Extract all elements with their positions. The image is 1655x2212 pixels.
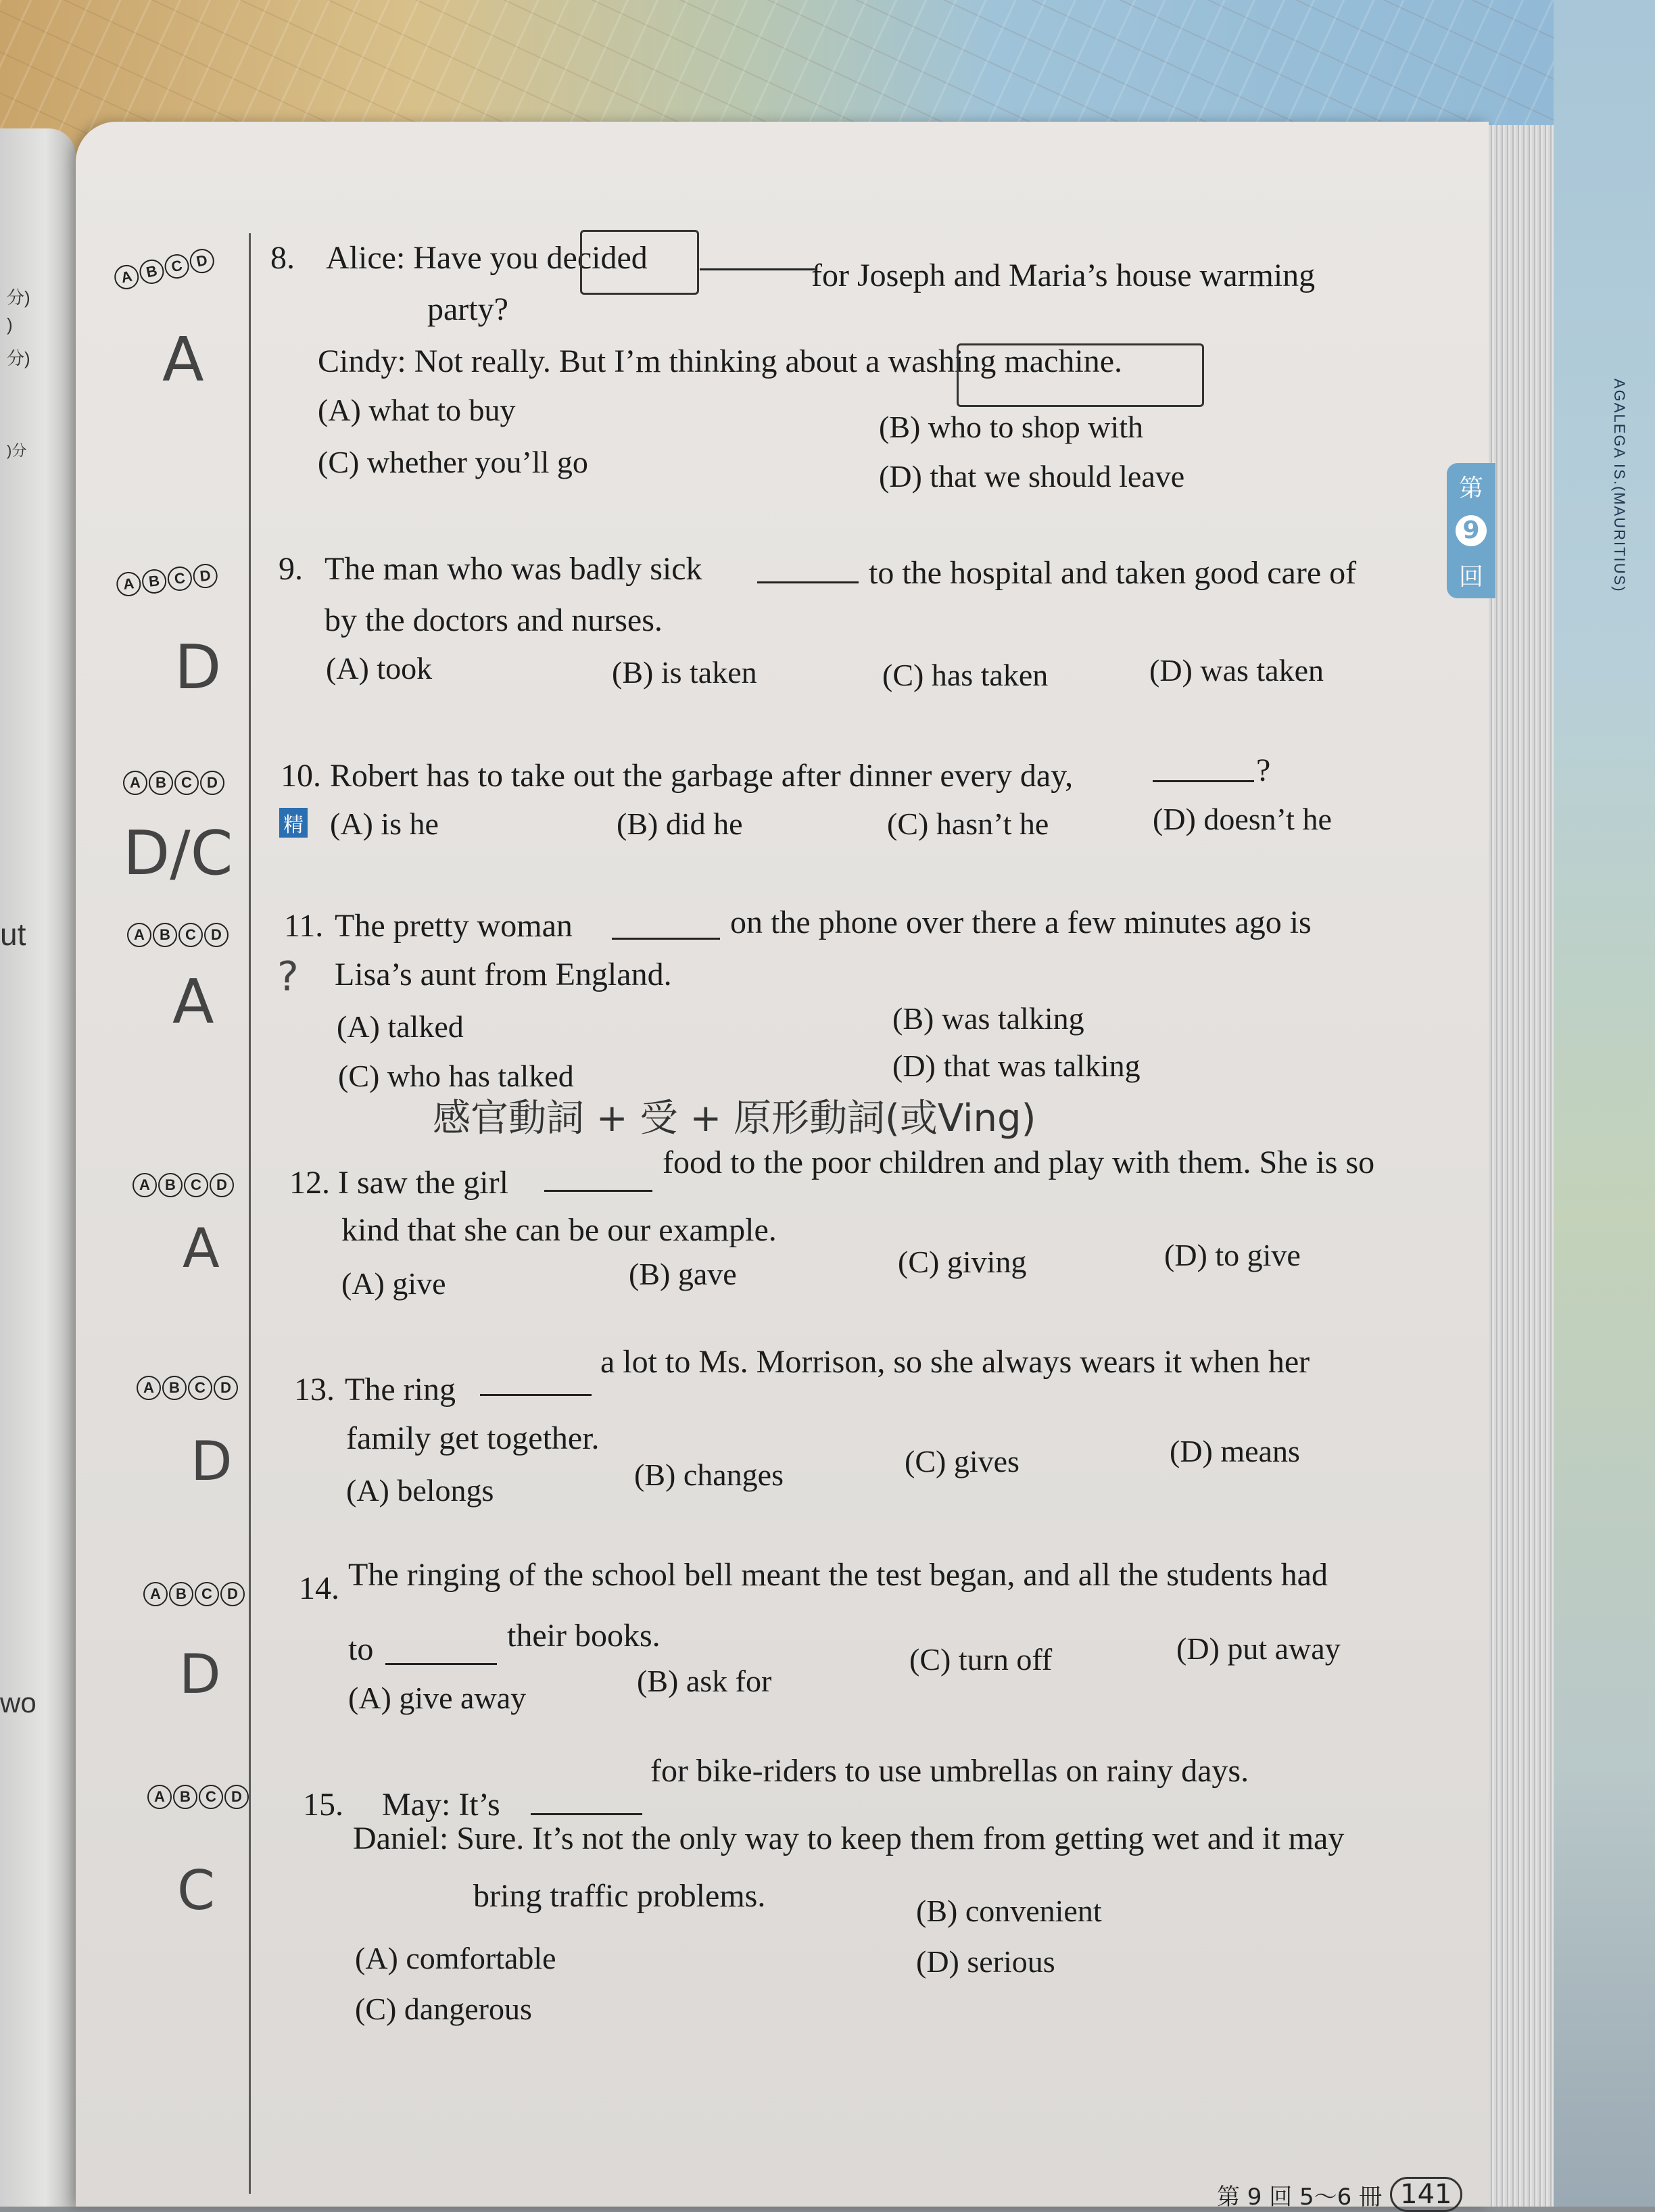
left-fragment: 分) (7, 348, 30, 368)
question-text: by the doctors and nurses. (325, 602, 663, 638)
question-text: The pretty woman (335, 908, 573, 944)
answer-blank (757, 553, 859, 594)
question-text: Alice: Have you decided (326, 240, 648, 276)
option-a: (A) took (326, 651, 433, 686)
left-page-edge (0, 128, 76, 2207)
handwritten-note: 感官動詞 + 受 + 原形動詞(或Ving) (433, 1097, 1036, 1140)
chapter-tab (1447, 463, 1495, 598)
option-c: (C) giving (898, 1245, 1027, 1279)
bubble-b: B (173, 1785, 197, 1809)
question-text: for Joseph and Maria’s house warming (811, 258, 1316, 293)
handwritten-answer: D/C (123, 818, 233, 889)
answer-bubbles (133, 1173, 234, 1197)
handwritten-answer: A (162, 324, 204, 395)
answer-bubbles (147, 1785, 249, 1809)
answer-bubbles (137, 1376, 238, 1400)
bubble-c: C (166, 565, 193, 592)
featured-badge: 精 (279, 808, 308, 838)
option-d: (D) that was talking (892, 1049, 1141, 1083)
option-d: (D) put away (1176, 1631, 1341, 1666)
bubble-d: D (204, 923, 229, 947)
option-a: (A) talked (337, 1009, 464, 1044)
option-b: (B) convenient (916, 1894, 1102, 1928)
question-number: 10. (281, 758, 321, 794)
answer-blank (700, 240, 815, 281)
answer-bubbles (127, 923, 229, 947)
question-text: party? (427, 291, 508, 327)
question-text: Robert has to take out the garbage after dinner every day, (330, 758, 1074, 794)
chapter-tab-bottom: 回 (1458, 563, 1483, 592)
question-text: to the hospital and taken good care of (869, 555, 1357, 591)
page-footer (1217, 2177, 1462, 2212)
bubble-d: D (220, 1582, 245, 1606)
question-text: a lot to Ms. Morrison, so she always wears it when her (600, 1344, 1310, 1380)
option-a: (A) give away (348, 1681, 527, 1715)
bubble-d: D (210, 1173, 234, 1197)
question-text: their books. (507, 1618, 661, 1654)
option-d: (D) to give (1164, 1238, 1301, 1272)
handwritten-box (580, 230, 699, 295)
question-text: The ring (345, 1372, 456, 1408)
question-text: kind that she can be our example. (341, 1212, 777, 1248)
answer-bubbles (123, 771, 224, 795)
bubble-a: A (116, 571, 143, 598)
bubble-a: A (137, 1376, 161, 1400)
map-label: AGALEGA IS.(MAURITIUS) (1611, 379, 1628, 593)
handwritten-answer: A (172, 967, 214, 1038)
option-b: (B) did he (617, 807, 743, 841)
question-text: Lisa’s aunt from England. (335, 957, 672, 992)
question-text: The man who was badly sick (325, 551, 702, 587)
bubble-a: A (133, 1173, 157, 1197)
bubble-c: C (184, 1173, 208, 1197)
question-number: 8. (270, 240, 295, 276)
bubble-b: B (169, 1582, 193, 1606)
left-fragment: ) (7, 314, 13, 335)
bubble-c: C (195, 1582, 219, 1606)
option-b: (B) who to shop with (879, 410, 1143, 444)
question-number: 14. (299, 1570, 339, 1606)
option-d: (D) that we should leave (879, 459, 1185, 494)
answer-blank (1153, 752, 1254, 792)
handwritten-answer: C (177, 1859, 215, 1922)
bubble-b: B (141, 568, 168, 595)
option-c: (C) whether you’ll go (318, 445, 588, 479)
question-text: food to the poor children and play with them. She is so (663, 1145, 1375, 1180)
bubble-d: D (214, 1376, 238, 1400)
handwritten-question-mark: ? (277, 953, 299, 1001)
option-b: (B) changes (634, 1458, 784, 1492)
option-d: (D) serious (916, 1944, 1055, 1979)
answer-blank (544, 1161, 652, 1202)
bubble-c: C (178, 923, 203, 947)
option-a: (A) belongs (346, 1473, 494, 1508)
page-number: 141 (1390, 2177, 1462, 2212)
option-c: (C) gives (905, 1444, 1020, 1478)
bubble-c: C (174, 771, 199, 795)
question-text: May: It’s (382, 1787, 500, 1823)
bubble-a: A (112, 263, 141, 292)
question-text: Daniel: Sure. It’s not the only way to keep them from getting wet and it may (353, 1821, 1345, 1856)
handwritten-answer: D (179, 1643, 221, 1706)
option-d: (D) means (1170, 1434, 1300, 1468)
bubble-c: C (199, 1785, 223, 1809)
question-text: I saw the girl (338, 1165, 508, 1201)
question-text: bring traffic problems. (473, 1878, 766, 1914)
option-a: (A) give (341, 1266, 446, 1301)
bubble-c: C (162, 252, 191, 281)
left-fragment: ut (0, 917, 26, 952)
bubble-b: B (137, 258, 166, 287)
answer-blank (480, 1366, 592, 1406)
question-text: ? (1256, 752, 1271, 788)
left-fragment: wo (0, 1687, 37, 1718)
bubble-d: D (187, 247, 216, 276)
bubble-b: B (158, 1173, 183, 1197)
question-number: 13. (294, 1372, 335, 1408)
footer-label: 第 9 回 5～6 冊 (1217, 2183, 1383, 2211)
question-text: The ringing of the school bell meant the test began, and all the students had (348, 1557, 1328, 1593)
question-text: for bike-riders to use umbrellas on rainy days. (650, 1753, 1249, 1789)
chapter-tab-number: 9 (1456, 515, 1487, 546)
handwritten-answer: D (174, 632, 222, 703)
question-text: on the phone over there a few minutes ago is (730, 905, 1312, 940)
bubble-b: B (153, 923, 177, 947)
question-number: 9. (279, 551, 303, 587)
bubble-c: C (188, 1376, 212, 1400)
chapter-tab-top: 第 (1458, 474, 1483, 502)
question-number: 15. (303, 1787, 343, 1823)
left-fragment: 分) (7, 287, 30, 308)
option-a: (A) is he (330, 807, 439, 841)
bubble-d: D (200, 771, 224, 795)
bubble-a: A (143, 1582, 168, 1606)
handwritten-answer: D (191, 1430, 233, 1493)
answer-blank (612, 909, 720, 950)
option-c: (C) has taken (882, 658, 1049, 692)
option-d: (D) was taken (1149, 653, 1324, 688)
page-stack-edge (1489, 125, 1554, 2207)
option-d: (D) doesn’t he (1153, 802, 1332, 836)
question-text: family get together. (346, 1420, 600, 1456)
handwritten-answer: A (183, 1217, 220, 1280)
bubble-b: B (162, 1376, 187, 1400)
bubble-a: A (147, 1785, 172, 1809)
option-c: (C) hasn’t he (887, 807, 1049, 841)
answer-bubbles (143, 1582, 245, 1606)
option-a: (A) what to buy (318, 393, 516, 427)
option-c: (C) who has talked (338, 1059, 574, 1093)
bubble-d: D (224, 1785, 249, 1809)
bubble-b: B (149, 771, 173, 795)
option-a: (A) comfortable (355, 1941, 556, 1975)
left-fragment: )分 (7, 442, 27, 459)
option-b: (B) ask for (637, 1664, 772, 1698)
option-b: (B) was talking (892, 1001, 1084, 1036)
handwritten-box (957, 343, 1204, 407)
bubble-a: A (127, 923, 151, 947)
question-text: to (348, 1631, 374, 1667)
answer-blank (385, 1635, 497, 1675)
option-c: (C) dangerous (355, 1992, 532, 2026)
option-b: (B) gave (629, 1257, 737, 1291)
option-c: (C) turn off (909, 1642, 1053, 1677)
question-number: 11. (284, 908, 324, 944)
question-number: 12. (289, 1165, 330, 1201)
question-text: Cindy: Not really. But I’m thinking about a washing machine. (318, 343, 1123, 379)
column-divider (249, 233, 251, 2194)
bubble-d: D (192, 562, 219, 590)
option-b: (B) is taken (612, 655, 757, 690)
bubble-a: A (123, 771, 147, 795)
background-map-right (1554, 0, 1655, 2207)
